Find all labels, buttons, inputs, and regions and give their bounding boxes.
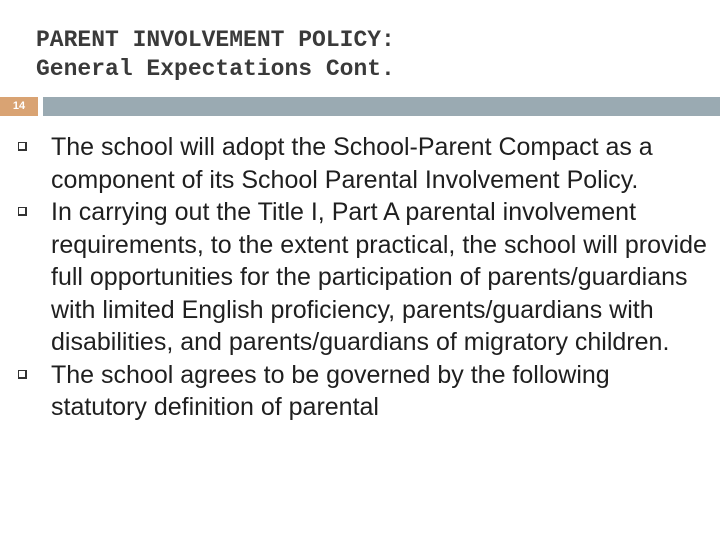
bullet-list xyxy=(18,131,708,424)
title-divider-bar xyxy=(43,97,720,116)
bullet-item xyxy=(18,131,708,196)
square-bullet-icon xyxy=(18,207,27,216)
bullet-item xyxy=(18,196,708,359)
slide-title-line-1: PARENT INVOLVEMENT POLICY: xyxy=(36,27,395,53)
square-bullet-icon xyxy=(18,370,27,379)
square-bullet-icon xyxy=(18,142,27,151)
slide-number-badge: 14 xyxy=(0,97,38,116)
slide-title xyxy=(36,26,696,84)
bullet-item xyxy=(18,359,708,424)
slide-title-line-2: General Expectations Cont. xyxy=(36,56,395,82)
bullet-text: The school will adopt the School-Parent Compact as a component of its School Parental Involvement Policy. xyxy=(51,133,653,194)
bullet-text: The school agrees to be governed by the following statutory definition of parental xyxy=(51,360,610,421)
bullet-text: In carrying out the Title I, Part A parental involvement requirements, to the extent practical, the school will provide full opportunities for the participation of parents/guardians with limited English proficiency, parents/guardians with disabilities, and parents/guardians of migratory children. xyxy=(51,198,707,356)
